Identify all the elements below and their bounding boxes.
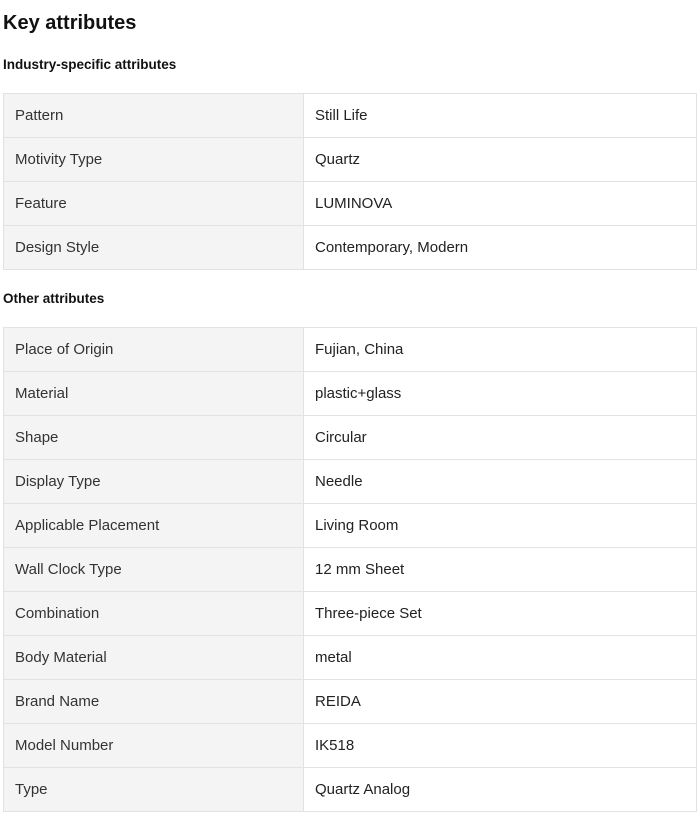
attribute-value: Three-piece Set (315, 605, 422, 622)
table-row (4, 138, 696, 182)
attribute-key: Motivity Type (4, 138, 304, 181)
attribute-key: Model Number (4, 724, 304, 767)
attribute-value: metal (315, 649, 352, 666)
table-row (4, 226, 696, 270)
table-row (4, 504, 696, 548)
attribute-value: plastic+glass (315, 385, 402, 402)
table-row (4, 768, 696, 812)
attribute-value: Still Life (315, 107, 368, 124)
attribute-value: 12 mm Sheet (315, 561, 405, 578)
table-row (4, 548, 696, 592)
attribute-value: Quartz (315, 151, 361, 168)
attribute-key: Design Style (4, 226, 304, 269)
attribute-key: Display Type (4, 460, 304, 503)
attribute-value: Contemporary, Modern (315, 239, 469, 256)
section-heading-other: Other attributes (3, 291, 105, 306)
attribute-key: Wall Clock Type (4, 548, 304, 591)
attribute-value: Needle (315, 473, 363, 490)
table-row (4, 460, 696, 504)
attribute-value: Fujian, China (315, 341, 404, 358)
attribute-key: Applicable Placement (4, 504, 304, 547)
attribute-key: Feature (4, 182, 304, 225)
section-heading-industry: Industry-specific attributes (3, 57, 177, 72)
table-row (4, 680, 696, 724)
attribute-key: Combination (4, 592, 304, 635)
attribute-value: Circular (315, 429, 367, 446)
attribute-value: IK518 (315, 737, 355, 754)
table-row (4, 328, 696, 372)
attribute-key: Pattern (4, 94, 304, 137)
attribute-key: Brand Name (4, 680, 304, 723)
attribute-value: Living Room (315, 517, 399, 534)
attribute-value: Quartz Analog (315, 781, 411, 798)
attribute-value: LUMINOVA (315, 195, 393, 212)
attribute-key: Material (4, 372, 304, 415)
other-attributes-table (3, 327, 697, 812)
table-row (4, 94, 696, 138)
attribute-key: Shape (4, 416, 304, 459)
page-title: Key attributes (3, 12, 137, 34)
table-row (4, 592, 696, 636)
attribute-key: Body Material (4, 636, 304, 679)
attribute-key: Type (4, 768, 304, 811)
table-row (4, 416, 696, 460)
table-row (4, 372, 696, 416)
attribute-key: Place of Origin (4, 328, 304, 371)
table-row (4, 724, 696, 768)
table-row (4, 182, 696, 226)
table-row (4, 636, 696, 680)
attribute-value: REIDA (315, 693, 361, 710)
industry-attributes-table (3, 93, 697, 270)
